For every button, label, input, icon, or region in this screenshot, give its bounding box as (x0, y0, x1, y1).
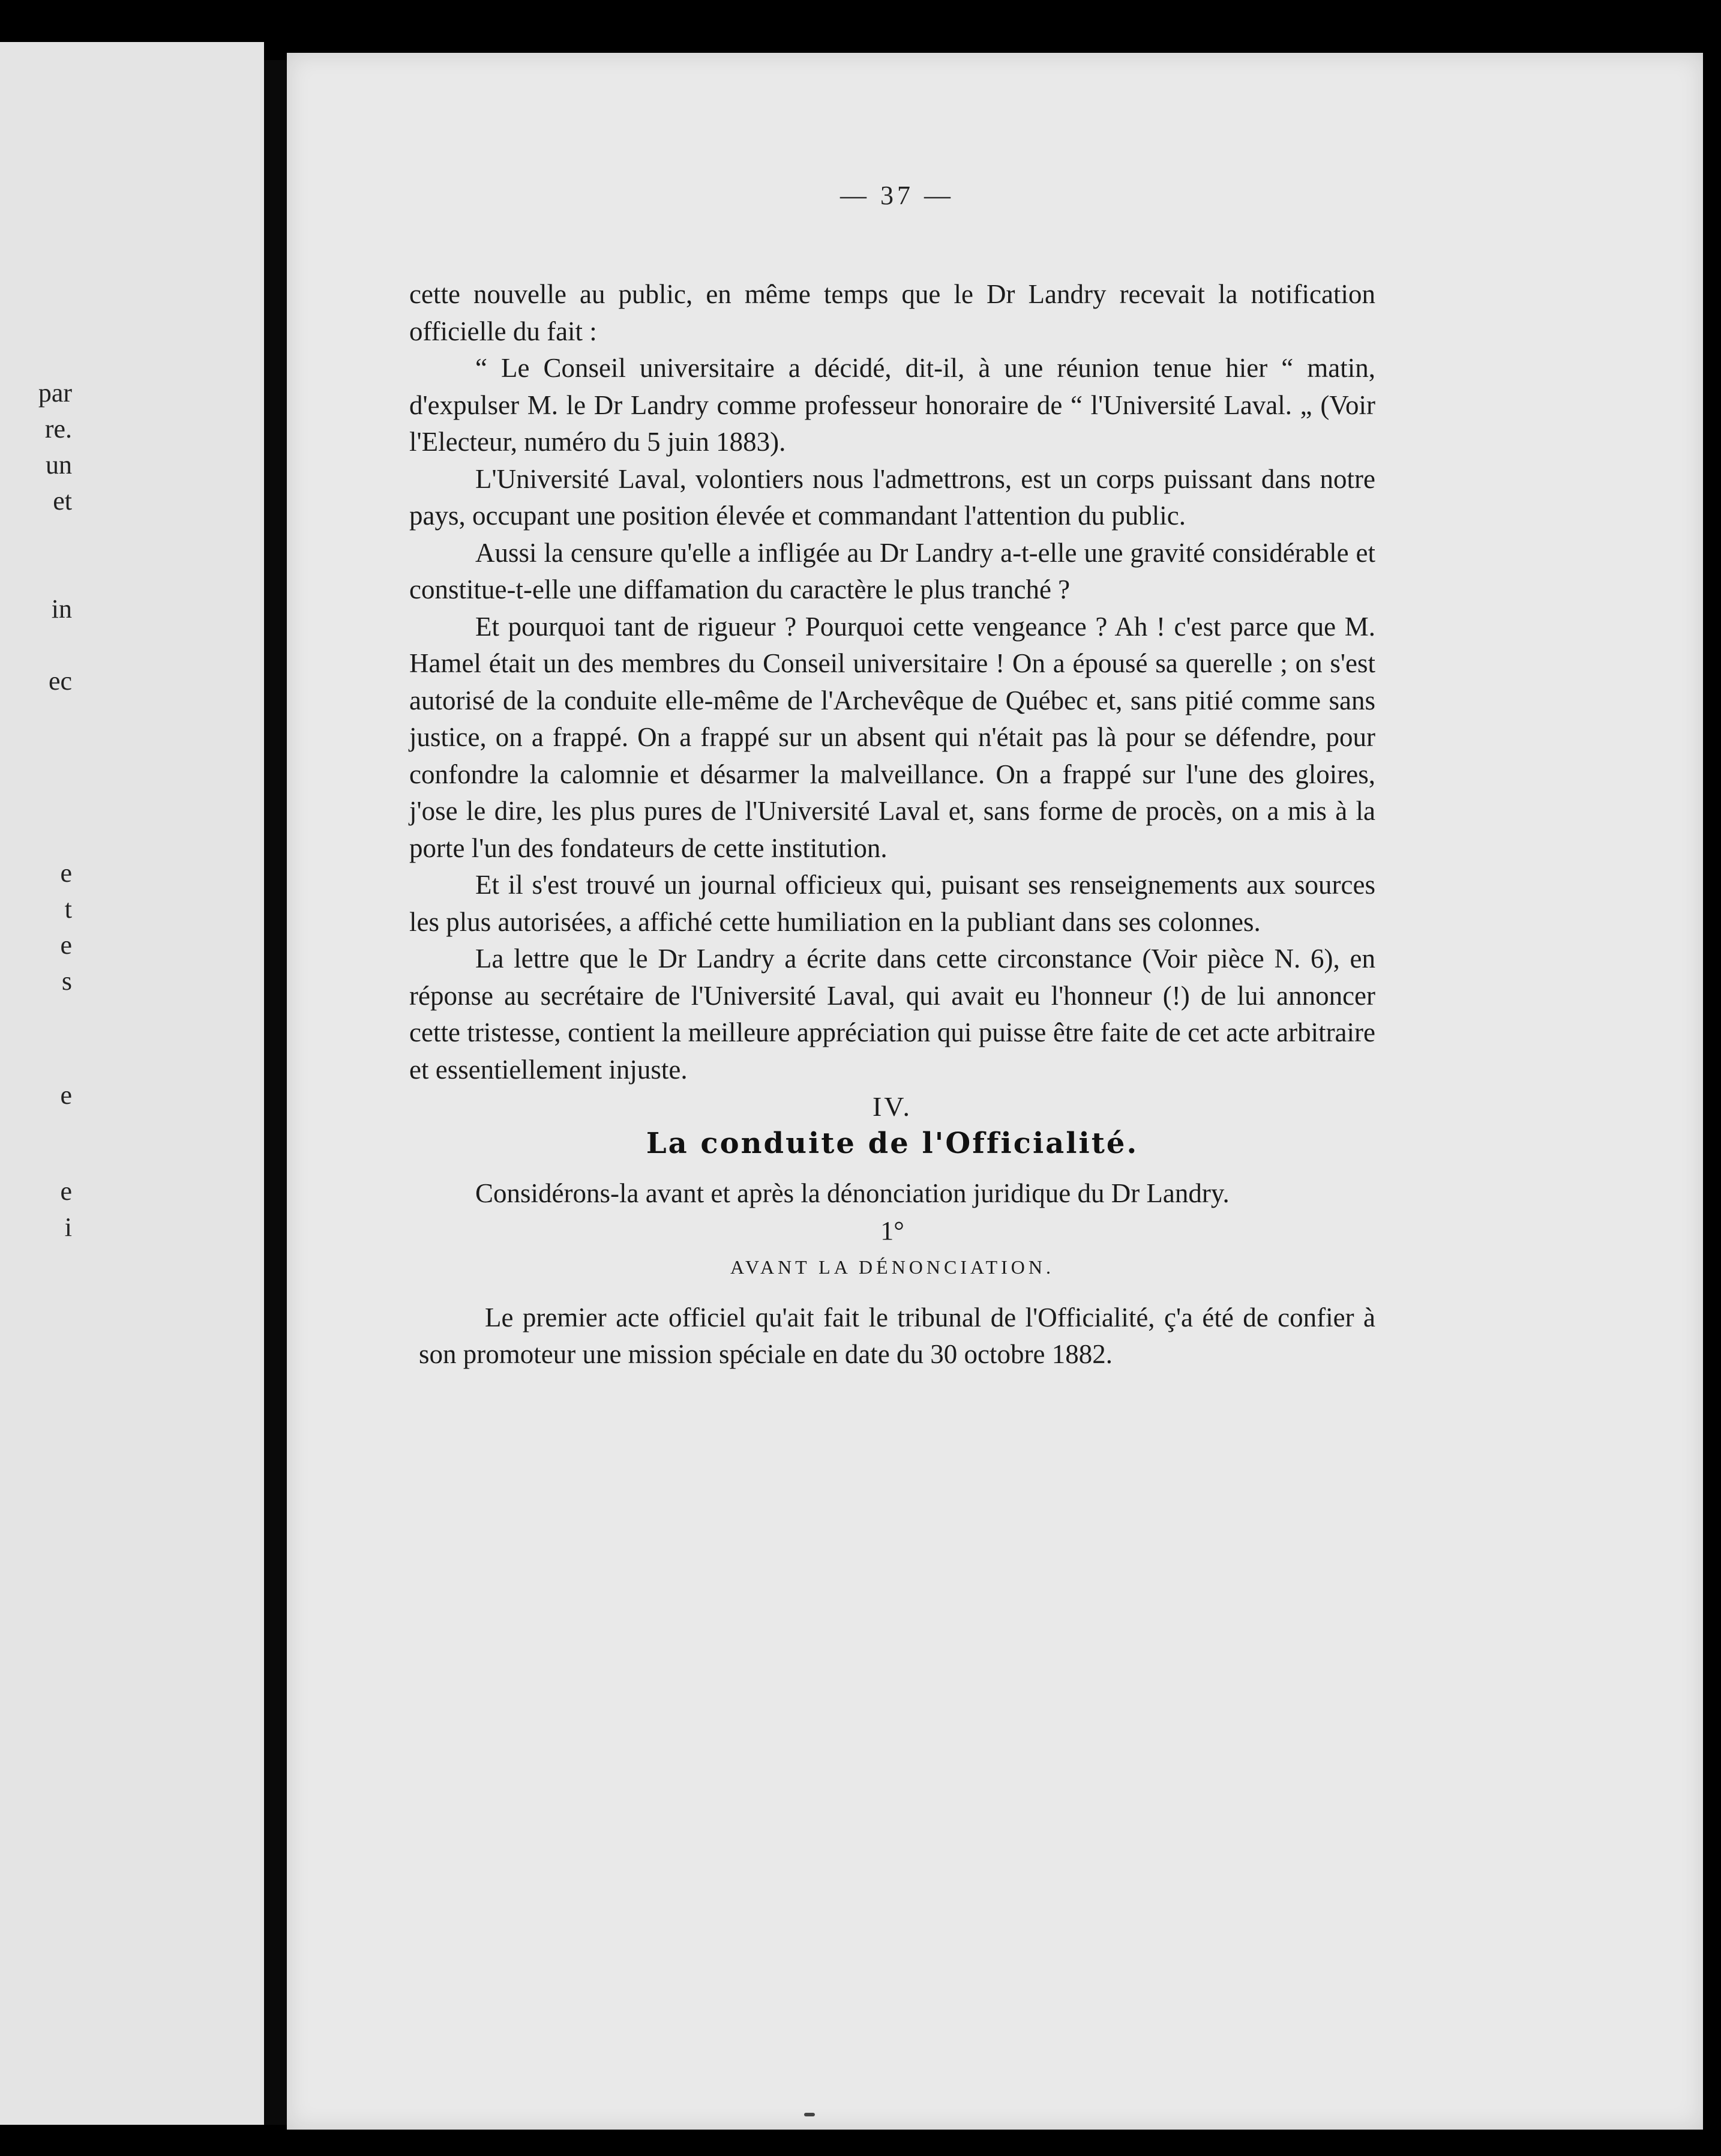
book-binding (264, 60, 288, 2125)
page-body (409, 276, 1375, 1373)
paragraph: Et il s'est trouvé un journal officieux qui, puisant ses renseignements aux sources les plus autorisées, a affiché cette humiliation en la publiant dans ses colonnes. (409, 870, 1375, 937)
left-fragment: e (60, 1176, 72, 1206)
left-fragment: s (61, 966, 72, 996)
left-fragment: e (60, 1080, 72, 1110)
left-fragment: in (51, 594, 72, 624)
paragraph: Et pourquoi tant de rigueur ? Pourquoi cette vengeance ? Ah ! c'est parce que M. Hamel était un des membres du Conseil universitaire ! On a épousé sa querelle ; on s'est autorisé de la conduite elle-même de l'Archevêque de Québec et, sans pitié comme sans justice, on a frappé. On a frappé sur un absent qui n'était pas là pour se défendre, pour confondre la calomnie et désarmer la malveillance. On a frappé sur l'une des gloires, j'ose le dire, les plus pures de l'Université Laval et, sans forme de procès, on a mis à la porte l'un des fondateurs de cette institution. (409, 611, 1375, 863)
quotation: “ Le Conseil universitaire a décidé, dit-il, à une réunion tenue hier “ matin, d'expulser M. le Dr Landry comme professeur honoraire de “ l'Université Laval. „ (Voir l'Electeur, numéro du 5 juin 1883). (409, 353, 1375, 457)
left-fragment: et (53, 486, 72, 516)
paragraph: La lettre que le Dr Landry a écrite dans cette circonstance (Voir pièce N. 6), en réponse au secrétaire de l'Université Laval, qui avait eu l'honneur (!) de lui annoncer cette tristesse, contient la meilleure appréciation qui puisse être faite de cet acte arbitraire et essentiellement injuste. (409, 944, 1375, 1085)
left-fragment: re. (44, 414, 72, 444)
section-intro: Considérons-la avant et après la dénonciation juridique du Dr Landry. (475, 1178, 1230, 1208)
subsection-title: AVANT LA DÉNONCIATION. (730, 1256, 1054, 1278)
section-title: La conduite de l'Officialité. (646, 1126, 1139, 1160)
paragraph: L'Université Laval, volontiers nous l'admettrons, est un corps puissant dans notre pays, occupant une position élevée et commandant l'attention du public. (409, 463, 1375, 531)
paragraph: Le premier acte officiel qu'ait fait le tribunal de l'Officialité, ç'a été de confier à son promoteur une mission spéciale en date du 30 octobre 1882. (419, 1302, 1375, 1369)
left-fragment: e (60, 930, 72, 960)
paragraph: cette nouvelle au public, en même temps que le Dr Landry recevait la notification officielle du fait : (409, 279, 1375, 346)
left-fragment: par (38, 378, 72, 408)
ink-speck (804, 2113, 815, 2116)
left-fragment: i (64, 1212, 72, 1242)
paragraph: Aussi la censure qu'elle a infligée au Dr Landry a-t-elle une gravité considérable et constitue-t-elle une diffamation du caractère le plus tranché ? (409, 537, 1375, 604)
left-fragment: t (64, 894, 72, 924)
left-fragment: ec (48, 666, 72, 696)
section-number: IV. (872, 1091, 913, 1122)
left-fragment: un (46, 450, 72, 480)
left-page-edge (0, 42, 264, 2125)
left-fragment: e (60, 858, 72, 888)
page-number: — 37 — (840, 181, 954, 210)
subsection-number: 1° (880, 1215, 904, 1245)
